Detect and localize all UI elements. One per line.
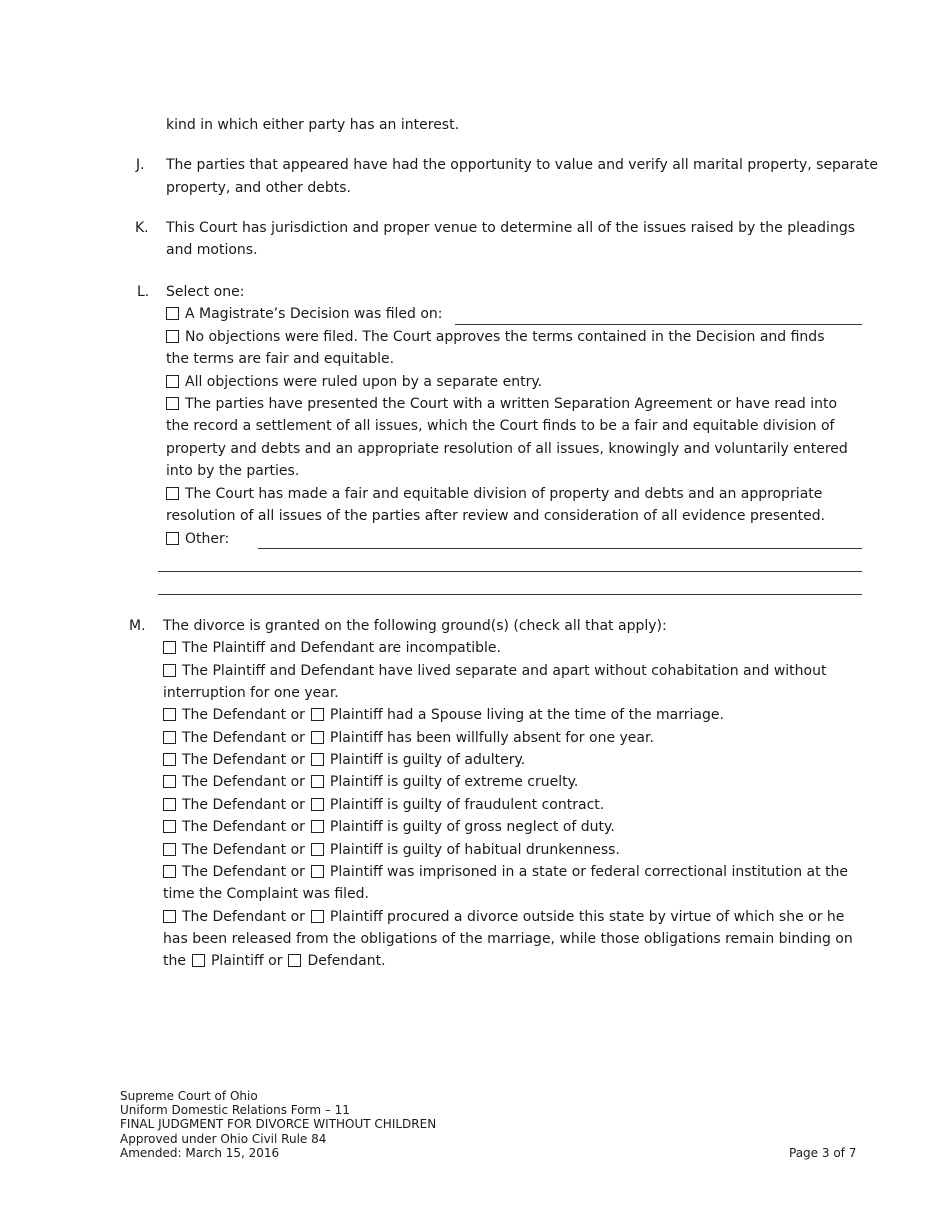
item-m-heading: The divorce is granted on the following ground(s) (check all that apply):: [163, 618, 667, 634]
no-objections-option: No objections were filed. The Court approves the terms contained in the Decision and finds: [166, 326, 824, 348]
ground-neglect-defendant-checkbox[interactable]: [163, 820, 176, 833]
ground-outside-plaintiff-checkbox[interactable]: [311, 910, 324, 923]
ground-fraud-defendant-checkbox[interactable]: [163, 798, 176, 811]
ground-cruelty-plaintiff-checkbox[interactable]: [311, 775, 324, 788]
other-option: Other:: [166, 528, 229, 550]
footer-approved: Approved under Ohio Civil Rule 84: [120, 1132, 327, 1146]
magistrate-checkbox[interactable]: [166, 307, 179, 320]
item-l-heading: Select one:: [166, 284, 245, 300]
footer-court: Supreme Court of Ohio: [120, 1089, 258, 1103]
ground-neglect-plaintiff-checkbox[interactable]: [311, 820, 324, 833]
ground-absent-plaintiff-checkbox[interactable]: [311, 731, 324, 744]
ground-imprisoned-defendant-checkbox[interactable]: [163, 865, 176, 878]
court-division-option: The Court has made a fair and equitable division of property and debts and an appropriate: [166, 483, 822, 505]
separation-checkbox[interactable]: [166, 397, 179, 410]
footer-title: FINAL JUDGMENT FOR DIVORCE WITHOUT CHILDREN: [120, 1117, 437, 1131]
ground-cruelty-option: The Defendant or Plaintiff is guilty of extreme cruelty.: [163, 771, 578, 793]
footer-amended: Amended: March 15, 2016: [120, 1146, 280, 1160]
other-field-line1[interactable]: [258, 548, 862, 549]
separate-option: The Plaintiff and Defendant have lived separate and apart without cohabitation and without: [163, 660, 826, 682]
ground-absent-option: The Defendant or Plaintiff has been willfully absent for one year.: [163, 727, 654, 749]
ground-adultery-defendant-checkbox[interactable]: [163, 753, 176, 766]
magistrate-date-field[interactable]: [455, 324, 862, 325]
other-field-line2[interactable]: [158, 571, 862, 572]
objections-ruled-checkbox[interactable]: [166, 375, 179, 388]
ground-outside-line2: has been released from the obligations of the marriage, while those obligations remain binding on: [163, 931, 853, 947]
item-j-line1: The parties that appeared have had the opportunity to value and verify all marital property, separate: [166, 157, 878, 173]
magistrate-option: A Magistrate’s Decision was filed on:: [166, 303, 443, 325]
ground-outside-line3: the Plaintiff or Defendant.: [163, 953, 386, 969]
other-checkbox[interactable]: [166, 532, 179, 545]
ground-spouse-defendant-checkbox[interactable]: [163, 708, 176, 721]
ground-drunkenness-plaintiff-checkbox[interactable]: [311, 843, 324, 856]
item-k-line1: This Court has jurisdiction and proper venue to determine all of the issues raised by the pleadings: [166, 220, 855, 236]
ground-imprisoned-plaintiff-checkbox[interactable]: [311, 865, 324, 878]
court-division-line2: resolution of all issues of the parties after review and consideration of all evidence presented.: [166, 508, 826, 524]
incompatible-checkbox[interactable]: [163, 641, 176, 654]
separation-line4: into by the parties.: [166, 463, 300, 479]
item-m-letter: M.: [129, 618, 146, 634]
item-k-line2: and motions.: [166, 242, 258, 258]
ground-imprisoned-option: The Defendant or Plaintiff was imprisoned in a state or federal correctional institution at the: [163, 861, 848, 883]
continuation-text: kind in which either party has an interest.: [166, 117, 460, 133]
ground-outside-defendant-checkbox[interactable]: [163, 910, 176, 923]
ground-adultery-plaintiff-checkbox[interactable]: [311, 753, 324, 766]
item-k-letter: K.: [135, 220, 149, 236]
ground-spouse-plaintiff-checkbox[interactable]: [311, 708, 324, 721]
incompatible-option: The Plaintiff and Defendant are incompatible.: [163, 637, 501, 659]
ground-spouse-option: The Defendant or Plaintiff had a Spouse living at the time of the marriage.: [163, 704, 724, 726]
footer-page-number: Page 3 of 7: [789, 1146, 857, 1160]
footer-form: Uniform Domestic Relations Form – 11: [120, 1103, 350, 1117]
ground-neglect-option: The Defendant or Plaintiff is guilty of gross neglect of duty.: [163, 816, 615, 838]
ground-absent-defendant-checkbox[interactable]: [163, 731, 176, 744]
ground-drunkenness-defendant-checkbox[interactable]: [163, 843, 176, 856]
ground-outside-option: The Defendant or Plaintiff procured a divorce outside this state by virtue of which she or he: [163, 906, 844, 928]
ground-fraud-option: The Defendant or Plaintiff is guilty of fraudulent contract.: [163, 794, 604, 816]
no-objections-line2: the terms are fair and equitable.: [166, 351, 395, 367]
no-objections-checkbox[interactable]: [166, 330, 179, 343]
separation-line2: the record a settlement of all issues, which the Court finds to be a fair and equitable division of: [166, 418, 835, 434]
item-j-line2: property, and other debts.: [166, 180, 351, 196]
binding-defendant-checkbox[interactable]: [288, 954, 301, 967]
separation-line3: property and debts and an appropriate resolution of all issues, knowingly and voluntarily entered: [166, 441, 848, 457]
objections-ruled-option: All objections were ruled upon by a separate entry.: [166, 371, 542, 393]
item-j-letter: J.: [136, 157, 145, 173]
ground-cruelty-defendant-checkbox[interactable]: [163, 775, 176, 788]
ground-adultery-option: The Defendant or Plaintiff is guilty of adultery.: [163, 749, 525, 771]
separate-checkbox[interactable]: [163, 664, 176, 677]
ground-drunkenness-option: The Defendant or Plaintiff is guilty of habitual drunkenness.: [163, 839, 620, 861]
binding-plaintiff-checkbox[interactable]: [192, 954, 205, 967]
ground-fraud-plaintiff-checkbox[interactable]: [311, 798, 324, 811]
court-division-checkbox[interactable]: [166, 487, 179, 500]
item-l-letter: L.: [137, 284, 150, 300]
separate-line2: interruption for one year.: [163, 685, 339, 701]
separation-option: The parties have presented the Court with a written Separation Agreement or have read into: [166, 393, 837, 415]
ground-imprisoned-line2: time the Complaint was filed.: [163, 886, 369, 902]
other-field-line3[interactable]: [158, 594, 862, 595]
